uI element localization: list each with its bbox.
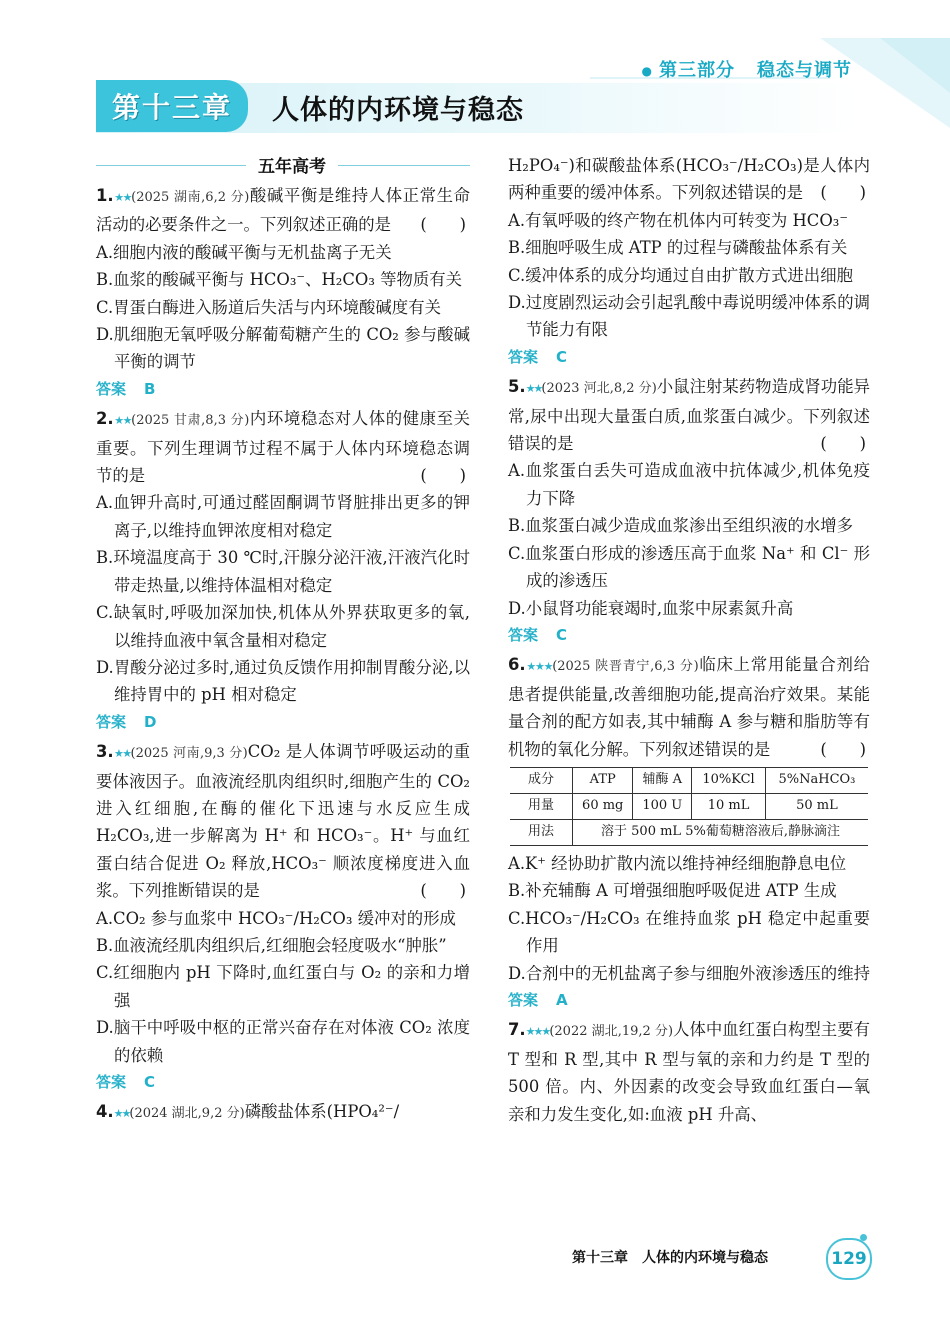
option-d: D.合剂中的无机盐离子参与细胞外液渗透压的维持 <box>508 963 870 983</box>
option-d: D.胃酸分泌过多时,通过负反馈作用抑制胃酸分泌,以维持胃中的 pH 相对稳定 <box>96 657 470 705</box>
answer: 答案 D <box>96 712 157 731</box>
option-d: D.肌细胞无氧呼吸分解葡萄糖产生的 CO₂ 参与酸碱平衡的调节 <box>96 325 470 372</box>
question-6: 6.★★★(2025 陕晋青宁,6,3 分)临床上常用能量合剂给患者提供能量,改善细胞功能,提高治疗效果。某能量合剂的配方如表,其中辅酶 A 参与糖和脂肪等有机物的氧化分解。下列叙述错误的是 ( ) 成分 ATP 辅酶 A 10%KCl 5%NaHCO₃ 用量 60 mg 100 U 10 mL 50 mL 用法 溶于 500 mL 5%葡萄糖溶液后,静脉滴注 A.K⁺ 经协助扩散内流以维持神经细胞静息电位 B.补充辅酶 A 可增强细胞呼吸促进 ATP 生成 C.HCO₃⁻/H₂CO₃ 在维持血浆 pH 稳定中起重要作用 D.合剂中的无机盐离子参与细胞外液渗透压的维持 答案 A <box>508 651 870 1014</box>
right-column <box>508 152 870 1128</box>
question-4-cont: H₂PO₄⁻)和碳酸盐体系(HCO₃⁻/H₂CO₃)是人体内两种重要的缓冲体系。下列叙述错误的是 ( ) A.有氧呼吸的终产物在机体内可转变为 HCO₃⁻ B.细胞呼吸生成 ATP 的过程与磷酸盐体系有关 C.缓冲体系的成分均通过自由扩散方式进出细胞 D.过度剧烈运动会引起乳酸中毒说明缓冲体系的调节能力有限 答案 C <box>508 152 870 371</box>
option-c: C.缺氧时,呼吸加深加快,机体从外界获取更多的氧,以维持血液中氧含量相对稳定 <box>96 603 470 650</box>
option-c: C.HCO₃⁻/H₂CO₃ 在维持血浆 pH 稳定中起重要作用 <box>508 908 870 956</box>
difficulty-stars-icon: ★★ <box>113 747 131 761</box>
difficulty-stars-icon: ★★ <box>113 414 132 428</box>
question-5: 5.★★(2023 河北,8,2 分)小鼠注射某药物造成肾功能异常,尿中出现大量蛋白质,血浆蛋白减少。下列叙述错误的是 ( ) A.血浆蛋白丢失可造成血液中抗体减少,机体免疫力下降 B.血浆蛋白减少造成血浆渗出至组织液的水增多 C.血浆蛋白形成的渗透压高于血浆 Na⁺ 和 Cl⁻ 形成的渗透压 D.小鼠肾功能衰竭时,血浆中尿素氮升高 答案 C <box>508 373 870 649</box>
bullet-icon: ● <box>641 64 653 78</box>
option-b: B.细胞呼吸生成 ATP 的过程与磷酸盐体系有关 <box>508 238 848 258</box>
difficulty-stars-icon: ★★ <box>113 1107 130 1121</box>
chapter-badge <box>96 80 248 132</box>
option-c: C.胃蛋白酶进入肠道后失活与内环境酸碱度有关 <box>96 297 441 317</box>
answer: 答案 A <box>508 990 568 1009</box>
option-a: A.K⁺ 经协助扩散内流以维持神经细胞静息电位 <box>508 853 847 873</box>
difficulty-stars-icon: ★★★ <box>525 660 553 674</box>
section-header <box>96 150 470 180</box>
answer: 答案 C <box>508 625 568 644</box>
left-column <box>96 150 470 1128</box>
option-c: C.血浆蛋白形成的渗透压高于血浆 Na⁺ 和 Cl⁻ 形成的渗透压 <box>508 543 870 591</box>
part-label: ● 第三部分 稳态与调节 <box>641 60 852 81</box>
answer: 答案 C <box>508 347 568 366</box>
page-number: 129 <box>826 1238 872 1280</box>
difficulty-stars-icon: ★★ <box>525 382 542 396</box>
table-row: 成分 ATP 辅酶 A 10%KCl 5%NaHCO₃ <box>510 767 868 793</box>
chapter-number: 第十三章 <box>111 91 232 124</box>
option-a: A.有氧呼吸的终产物在机体内可转变为 HCO₃⁻ <box>508 210 849 230</box>
answer: 答案 B <box>96 379 156 398</box>
option-b: B.血浆的酸碱平衡与 HCO₃⁻、H₂CO₃ 等物质有关 <box>96 270 463 290</box>
option-d: D.过度剧烈运动会引起乳酸中毒说明缓冲体系的调节能力有限 <box>508 293 870 340</box>
option-c: C.缓冲体系的成分均通过自由扩散方式进出细胞 <box>508 265 853 285</box>
table-row: 用量 60 mg 100 U 10 mL 50 mL <box>510 793 868 819</box>
chapter-title: 人体的内环境与稳态 <box>272 95 524 126</box>
question-4-start: 4.★★(2024 湖北,9,2 分)磷酸盐体系(HPO₄²⁻/ <box>96 1102 400 1122</box>
option-a: A.细胞内液的酸碱平衡与无机盐离子无关 <box>96 242 392 262</box>
footer-chapter: 第十三章 人体的内环境与稳态 <box>572 1250 768 1266</box>
option-a: A.血浆蛋白丢失可造成血液中抗体减少,机体免疫力下降 <box>508 461 870 508</box>
option-d: D.小鼠肾功能衰竭时,血浆中尿素氮升高 <box>508 598 794 618</box>
question-7: 7.★★★(2022 湖北,19,2 分)人体中血红蛋白构型主要有 T 型和 R 型,其中 R 型与氧的亲和力约是 T 型的 500 倍。内、外因素的改变会导致血红蛋白—氧亲和力发生变化,如:血液 pH 升高、 <box>508 1020 871 1124</box>
formula-table <box>510 767 868 846</box>
table-row: 用法 溶于 500 mL 5%葡萄糖溶液后,静脉滴注 <box>510 819 868 845</box>
option-b: B.血液流经肌肉组织后,红细胞会轻度吸水“肿胀” <box>96 935 447 955</box>
option-a: A.CO₂ 参与血浆中 HCO₃⁻/H₂CO₃ 缓冲对的形成 <box>96 908 456 928</box>
option-d: D.脑干中呼吸中枢的正常兴奋存在对体液 CO₂ 浓度的依赖 <box>96 1018 470 1065</box>
question-1: 1.★★(2025 湖南,6,2 分)酸碱平衡是维持人体正常生命活动的必要条件之一。下列叙述正确的是 ( ) A.细胞内液的酸碱平衡与无机盐离子无关 B.血浆的酸碱平衡与 HCO₃⁻、H₂CO₃ 等物质有关 C.胃蛋白酶进入肠道后失活与内环境酸碱度有关 D.肌细胞无氧呼吸分解葡萄糖产生的 CO₂ 参与酸碱平衡的调节 答案 B <box>96 182 470 403</box>
option-b: B.补充辅酶 A 可增强细胞呼吸促进 ATP 生成 <box>508 881 837 901</box>
option-a: A.血钾升高时,可通过醛固酮调节肾脏排出更多的钾离子,以维持血钾浓度相对稳定 <box>96 493 470 540</box>
option-c: C.红细胞内 pH 下降时,血红蛋白与 O₂ 的亲和力增强 <box>96 963 470 1010</box>
difficulty-stars-icon: ★★ <box>113 191 132 204</box>
difficulty-stars-icon: ★★★ <box>525 1025 550 1039</box>
option-b: B.血浆蛋白减少造成血浆渗出至组织液的水增多 <box>508 516 854 536</box>
answer: 答案 C <box>96 1073 156 1091</box>
question-3: 3.★★(2025 河南,9,3 分)CO₂ 是人体调节呼吸运动的重要体液因子。血液流经肌肉组织时,细胞产生的 CO₂ 进入红细胞,在酶的催化下迅速与水反应生成 H₂CO₃,进一步解离为 H⁺ 和 HCO₃⁻。H⁺ 与血红蛋白结合促进 O₂ 释放,HCO₃⁻ 顺浓度梯度进入血浆。下列推断错误的是 ( ) A.CO₂ 参与血浆中 HCO₃⁻/H₂CO₃ 缓冲对的形成 B.血液流经肌肉组织后,红细胞会轻度吸水“肿胀” C.红细胞内 pH 下降时,血红蛋白与 O₂ 的亲和力增强 D.脑干中呼吸中枢的正常兴奋存在对体液 CO₂ 浓度的依赖 答案 C <box>96 738 470 1096</box>
option-b: B.环境温度高于 30 ℃时,汗腺分泌汗液,汗液汽化时带走热量,以维持体温相对稳定 <box>96 548 470 595</box>
question-2: 2.★★(2025 甘肃,8,3 分)内环境稳态对人体的健康至关重要。下列生理调节过程不属于人体内环境稳态调节的是 ( ) A.血钾升高时,可通过醛固酮调节肾脏排出更多的钾离子,以维持血钾浓度相对稳定 B.环境温度高于 30 ℃时,汗腺分泌汗液,汗液汽化时带走热量,以维持体温相对稳定 C.缺氧时,呼吸加深加快,机体从外界获取更多的氧,以维持血液中氧含量相对稳定 D.胃酸分泌过多时,通过负反馈作用抑制胃酸分泌,以维持胃中的 pH 相对稳定 答案 D <box>96 405 470 736</box>
section-title: 五年高考 <box>246 154 338 181</box>
